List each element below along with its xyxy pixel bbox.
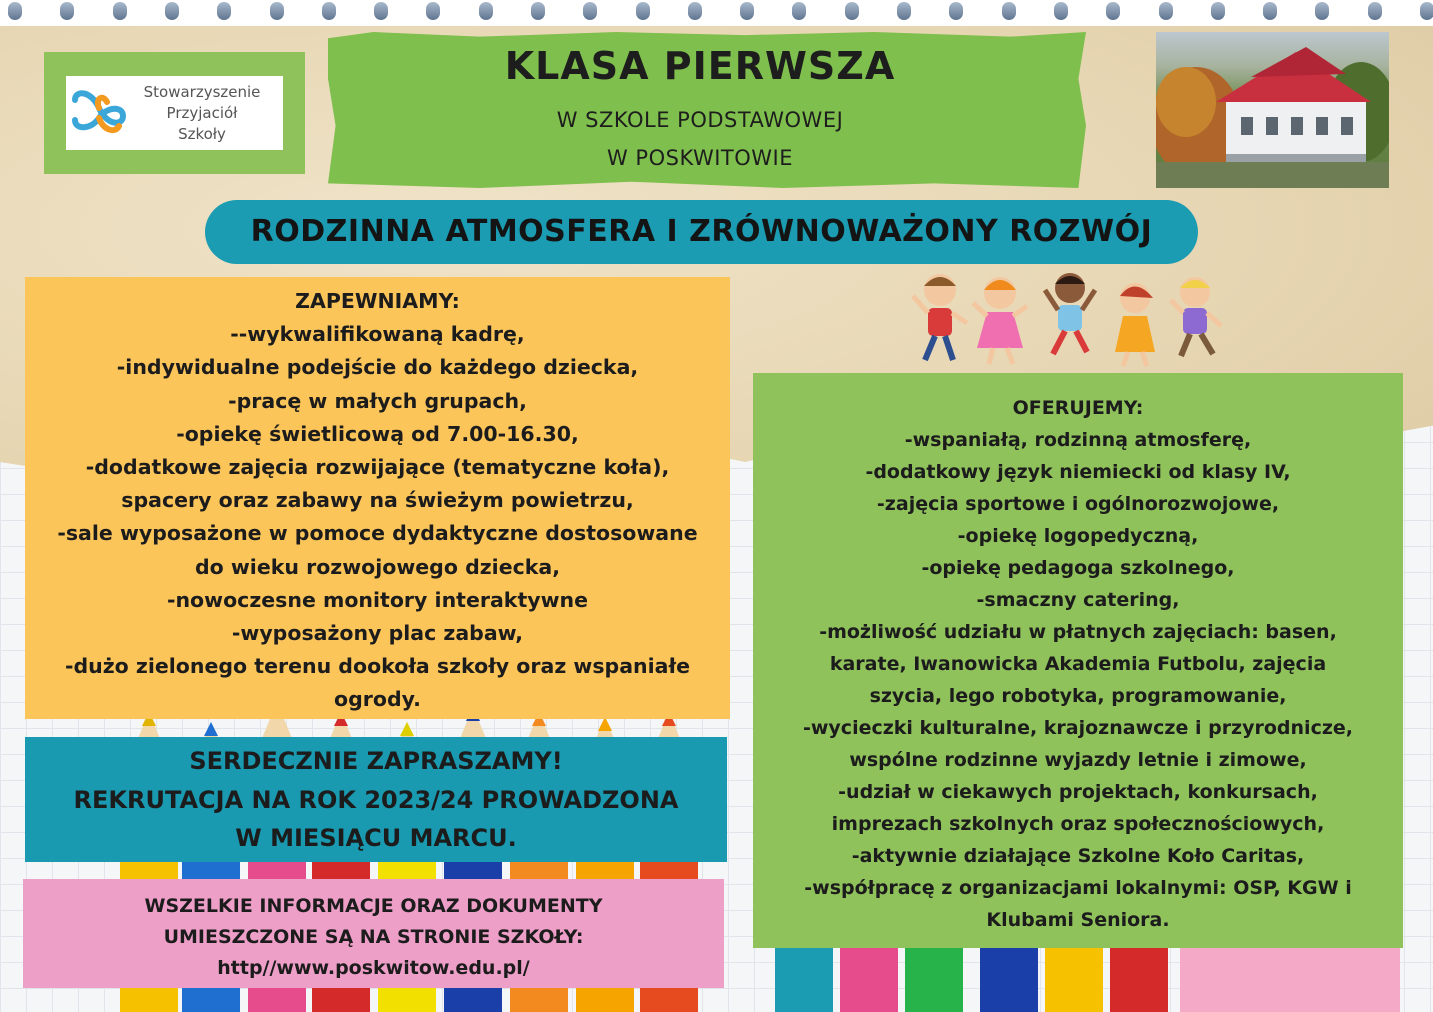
zapewniamy-line: -nowoczesne monitory interaktywne bbox=[166, 587, 589, 612]
spiral-ring bbox=[949, 2, 963, 20]
spiral-ring bbox=[688, 2, 702, 20]
subtitle-line-1: W SZKOLE PODSTAWOWEJ bbox=[556, 108, 844, 132]
oferujemy-line: -smaczny catering, bbox=[976, 589, 1180, 611]
info-box bbox=[23, 879, 724, 988]
spiral-ring bbox=[217, 2, 231, 20]
spiral-ring bbox=[1211, 2, 1225, 20]
zapewniamy-line: -indywidualne podejście do każdego dziecka, bbox=[116, 355, 639, 380]
oferujemy-line: Klubami Seniora. bbox=[986, 909, 1170, 931]
oferujemy-line: -współpracę z organizacjami lokalnymi: OSP, KGW i bbox=[804, 877, 1352, 899]
spiral-ring bbox=[322, 2, 336, 20]
spiral-ring bbox=[845, 2, 859, 20]
oferujemy-line: -zajęcia sportowe i ogólnorozwojowe, bbox=[876, 493, 1280, 515]
info-line: WSZELKIE INFORMACJE ORAZ DOKUMENTY bbox=[144, 895, 603, 917]
spiral-ring bbox=[426, 2, 440, 20]
info-line[interactable]: http//www.poskwitow.edu.pl/ bbox=[217, 957, 530, 979]
invite-line: REKRUTACJA NA ROK 2023/24 PROWADZONA bbox=[73, 785, 679, 814]
zapewniamy-text bbox=[25, 277, 730, 717]
zapewniamy-line: -pracę w małych grupach, bbox=[228, 388, 527, 413]
logo-line: Szkoły bbox=[178, 125, 226, 143]
spiral-ring bbox=[479, 2, 493, 20]
spiral-ring bbox=[531, 2, 545, 20]
spiral-ring bbox=[270, 2, 284, 20]
oferujemy-line: -możliwość udziału w płatnych zajęciach: basen, bbox=[819, 621, 1337, 643]
oferujemy-box bbox=[753, 373, 1403, 948]
oferujemy-line: -aktywnie działające Szkolne Koło Caritas, bbox=[851, 845, 1305, 867]
oferujemy-line: karate, Iwanowicka Akademia Futbolu, zajęcia bbox=[829, 653, 1327, 675]
logo bbox=[66, 76, 283, 150]
oferujemy-text bbox=[753, 373, 1403, 936]
oferujemy-line: -wspaniałą, rodzinną atmosferę, bbox=[904, 429, 1252, 451]
spiral-ring bbox=[113, 2, 127, 20]
zapewniamy-line: ogrody. bbox=[334, 687, 421, 712]
infinity-ribbon-icon bbox=[69, 84, 129, 144]
info-text bbox=[23, 879, 724, 984]
subtitle-line-2: W POSKWITOWIE bbox=[606, 146, 794, 170]
spiral-binding bbox=[0, 0, 1433, 26]
school-building-photo bbox=[1156, 32, 1389, 188]
zapewniamy-line: -wyposażony plac zabaw, bbox=[231, 621, 524, 646]
zapewniamy-line: -sale wyposażone w pomoce dydaktyczne dostosowane bbox=[57, 521, 698, 546]
headline-banner: RODZINNA ATMOSFERA I ZRÓWNOWAŻONY ROZWÓJ bbox=[205, 200, 1198, 264]
zapewniamy-box bbox=[25, 277, 730, 719]
zapewniamy-line: do wieku rozwojowego dziecka, bbox=[194, 554, 561, 579]
spiral-ring bbox=[1263, 2, 1277, 20]
spiral-ring bbox=[60, 2, 74, 20]
oferujemy-line: -dodatkowy język niemiecki od klasy IV, bbox=[865, 461, 1291, 483]
invite-box bbox=[25, 737, 727, 862]
spiral-ring bbox=[1315, 2, 1329, 20]
info-line: UMIESZCZONE SĄ NA STRONIE SZKOŁY: bbox=[163, 926, 584, 948]
oferujemy-line: wspólne rodzinne wyjazdy letnie i zimowe, bbox=[849, 749, 1307, 771]
spiral-ring bbox=[1002, 2, 1016, 20]
spiral-ring bbox=[165, 2, 179, 20]
spiral-ring bbox=[1368, 2, 1382, 20]
oferujemy-line: -wycieczki kulturalne, krajoznawcze i przyrodnicze, bbox=[802, 717, 1353, 739]
zapewniamy-line: -dużo zielonego terenu dookoła szkoły oraz wspaniałe bbox=[64, 654, 691, 679]
zapewniamy-line: -opiekę świetlicową od 7.00-16.30, bbox=[176, 421, 579, 446]
logo-frame bbox=[44, 52, 305, 174]
spiral-ring bbox=[1054, 2, 1068, 20]
oferujemy-line: -opiekę logopedyczną, bbox=[957, 525, 1199, 547]
oferujemy-line: imprezach szkolnych oraz społecznościowych, bbox=[831, 813, 1325, 835]
invite-line: W MIESIĄCU MARCU. bbox=[235, 824, 517, 852]
spiral-ring bbox=[897, 2, 911, 20]
oferujemy-line: -udział w ciekawych projektach, konkursach, bbox=[838, 781, 1318, 803]
logo-line: Stowarzyszenie bbox=[143, 83, 261, 101]
spiral-ring bbox=[636, 2, 650, 20]
logo-text bbox=[124, 82, 280, 145]
children-illustration bbox=[895, 268, 1235, 368]
spiral-ring bbox=[1420, 2, 1433, 20]
invite-line: SERDECZNIE ZAPRASZAMY! bbox=[189, 747, 563, 775]
spiral-ring bbox=[374, 2, 388, 20]
spiral-ring bbox=[583, 2, 597, 20]
spiral-ring bbox=[792, 2, 806, 20]
spiral-ring bbox=[8, 2, 22, 20]
spiral-ring bbox=[1106, 2, 1120, 20]
spiral-ring bbox=[1159, 2, 1173, 20]
oferujemy-line: OFERUJEMY: bbox=[1012, 397, 1144, 419]
spiral-ring bbox=[740, 2, 754, 20]
invite-text bbox=[25, 737, 727, 858]
oferujemy-line: -opiekę pedagoga szkolnego, bbox=[921, 557, 1235, 579]
logo-line: Przyjaciół bbox=[166, 104, 238, 122]
zapewniamy-line: -dodatkowe zajęcia rozwijające (tematyczne koła), bbox=[85, 455, 670, 480]
oferujemy-line: szycia, lego robotyka, programowanie, bbox=[869, 685, 1287, 707]
zapewniamy-line: --wykwalifikowaną kadrę, bbox=[230, 322, 525, 347]
zapewniamy-line: spacery oraz zabawy na świeżym powietrzu, bbox=[121, 488, 634, 513]
page-title: KLASA PIERWSZA bbox=[504, 44, 896, 88]
zapewniamy-line: ZAPEWNIAMY: bbox=[295, 289, 460, 313]
